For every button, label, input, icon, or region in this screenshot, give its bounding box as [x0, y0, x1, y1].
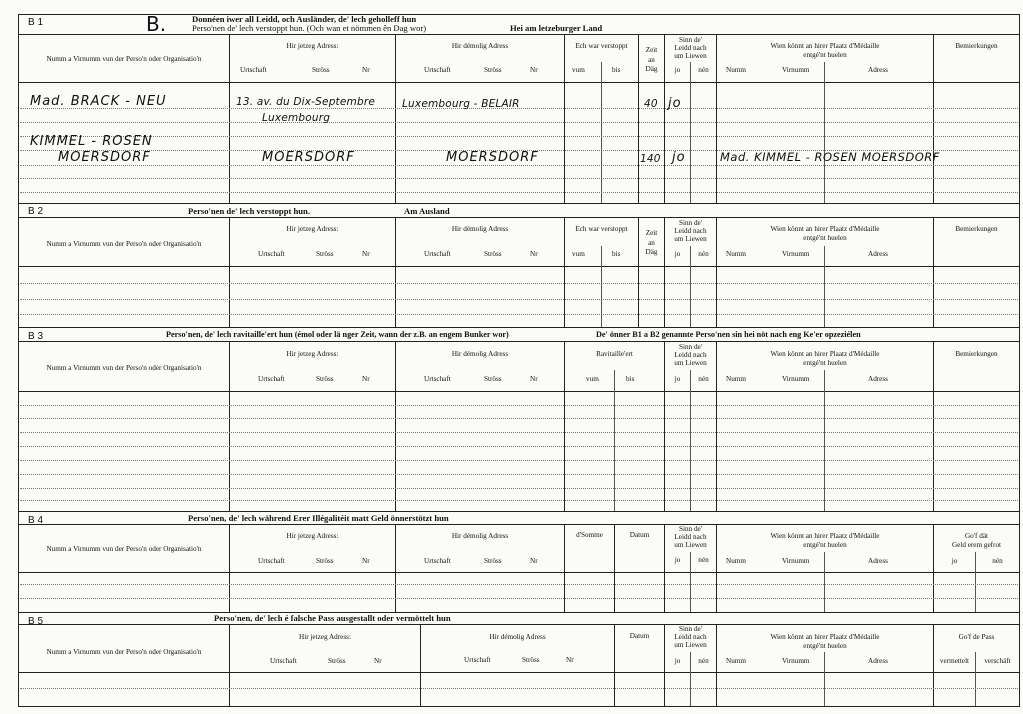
- b4-col-medal: Wien könnt an hirer Plaatz d'Médaille: [770, 532, 880, 540]
- b3-row-line: [20, 500, 1018, 501]
- b5-col-nr-2: Nr: [566, 656, 574, 664]
- b2-col: [395, 217, 396, 327]
- b2-col-time-3: Däg: [645, 248, 658, 256]
- b5-col-street-2: Ströss: [522, 656, 540, 664]
- b2-top: [18, 203, 1020, 204]
- b1-col-sense-3: um Liewen: [674, 52, 707, 60]
- b4-col-name: Numm a Virnumm vun der Perso'n oder Organisatio'n: [46, 545, 202, 553]
- b4-col-sum: d'Somme: [576, 531, 603, 539]
- frame-bottom: [18, 706, 1020, 707]
- b4-col-returned-2: Geld erem gefrot: [951, 541, 1002, 549]
- b4-col-locality: Urtschaft: [258, 557, 285, 565]
- b1-col-sense-2: Leidd nach: [674, 44, 707, 52]
- b4-row-line: [20, 598, 1018, 599]
- b1-col-former: Hir démolig Adress: [451, 42, 509, 50]
- b4-row-line: [20, 584, 1018, 585]
- b4-col-yes: jo: [674, 556, 681, 564]
- b1-header-top: [18, 34, 1020, 35]
- b3-col-supplied: Ravitaille'ert: [596, 350, 633, 358]
- b5-col-medal: Wien könnt an hirer Plaatz d'Médaille: [770, 633, 880, 641]
- b3-row-line: [20, 405, 1018, 406]
- b4-col-current: Hir jetzeg Adress:: [286, 532, 339, 540]
- section-b2-id: B 2: [28, 206, 44, 217]
- b4-col-no: nén: [698, 556, 709, 564]
- b3-row-line: [20, 474, 1018, 475]
- b5-col: [824, 652, 825, 706]
- b2-col-m-name: Numm: [726, 250, 746, 258]
- b3-row-line: [20, 432, 1018, 433]
- b1-entry-2-medal: Mad. KIMMEL - ROSEN MOERSDORF: [720, 150, 940, 164]
- b5-col-name: Numm a Virnumm vun der Perso'n oder Organisatio'n: [46, 648, 202, 656]
- frame-top: [18, 14, 1020, 15]
- b3-col: [614, 370, 615, 511]
- b2-col-sense-3: um Liewen: [674, 235, 707, 243]
- b2-col-locality: Urtschaft: [258, 250, 285, 258]
- section-b2-title-2: Am Ausland: [404, 206, 450, 216]
- b1-entry-1-alive: jo: [668, 96, 682, 111]
- b1-entry-2-place: MOERSDORF: [58, 150, 151, 165]
- b2-row-line: [20, 283, 1018, 284]
- b1-col-no: nén: [698, 66, 709, 74]
- b2-col-medal: Wien könnt an hirer Plaatz d'Médaille: [770, 225, 880, 233]
- b4-col-former: Hir démolig Adress: [451, 532, 509, 540]
- b1-entry-1-current-address: 13. av. du Dix-Septembre: [236, 96, 376, 108]
- b4-col-medal-2: entgé'nt huelen: [803, 541, 847, 549]
- b1-entry-2-days: 140: [640, 153, 661, 165]
- section-b5-id: B 5: [28, 616, 44, 627]
- b1-col: [601, 62, 602, 203]
- b3-col-former: Hir démolig Adress: [451, 350, 509, 358]
- form-letter: B.: [146, 12, 167, 36]
- b1-col-from: vum: [572, 66, 585, 74]
- b2-col-sense: Sinn de': [678, 219, 703, 227]
- b4-top: [18, 511, 1020, 512]
- b2-header-top: [18, 217, 1020, 218]
- b3-col-yes: jo: [674, 375, 681, 383]
- b4-col-street-2: Ströss: [484, 557, 502, 565]
- b1-col-name: Numm a Virnumm vun der Perso'n oder Organisatio'n: [46, 55, 202, 63]
- b4-col-nr: Nr: [362, 557, 370, 565]
- b5-col-no: nén: [698, 657, 709, 665]
- b1-col-yes: jo: [674, 66, 681, 74]
- b5-col-locality-2: Urtschaft: [464, 656, 491, 664]
- b2-col-time: Zeit: [645, 229, 658, 237]
- b1-col-hidden: Ech war verstoppt: [575, 42, 628, 50]
- b1-entry-2-name: KIMMEL - ROSEN: [30, 134, 153, 149]
- b3-col-nr-2: Nr: [530, 375, 538, 383]
- b2-col-former: Hir démolig Adress: [451, 225, 509, 233]
- b5-col-street: Ströss: [328, 657, 346, 665]
- b1-col-m-name: Numm: [726, 66, 746, 74]
- b2-col-medal-2: entgé'nt huelen: [803, 234, 847, 242]
- b2-col-time-2: an: [648, 239, 655, 247]
- b3-col-to: bis: [626, 375, 635, 383]
- b1-col-medal-2: entgé'nt huelen: [803, 51, 847, 59]
- b1-entry-1-former-address: Luxembourg - BELAIR: [402, 98, 520, 110]
- b5-col-sense-2: Leidd nach: [674, 633, 707, 641]
- b1-row-line: [20, 122, 1018, 123]
- b2-row-line: [20, 299, 1018, 300]
- b5-top: [18, 612, 1020, 613]
- b3-col-sense-3: um Liewen: [674, 359, 707, 367]
- b3-col-street: Ströss: [316, 375, 334, 383]
- b3-col-name: Numm a Virnumm vun der Perso'n oder Organisatio'n: [46, 364, 202, 372]
- frame-right: [1019, 14, 1020, 706]
- b3-col-m-address: Adress: [868, 375, 888, 383]
- b3-col-current: Hir jetzeg Adress:: [286, 350, 339, 358]
- b3-col-m-firstname: Virnumm: [782, 375, 810, 383]
- b3-col: [395, 341, 396, 511]
- b4-col: [824, 552, 825, 612]
- b4-col-locality-2: Urtschaft: [424, 557, 451, 565]
- b3-col-from: vum: [586, 375, 599, 383]
- b1-entry-2-former-address: MOERSDORF: [446, 150, 539, 165]
- b2-col: [933, 217, 934, 327]
- section-b3-title: Perso'nen, de' lech ravitaille'ert hun (émol oder lä nger Zeit, wann der z.B. an engem Bunker wor): [166, 330, 509, 339]
- b4-col-date: Datum: [629, 531, 650, 539]
- b3-col: [564, 341, 565, 511]
- b1-col-time-2: an: [648, 56, 655, 64]
- b2-col-m-firstname: Virnumm: [782, 250, 810, 258]
- b1-col-time: Zeit: [645, 46, 658, 54]
- b3-col-m-name: Numm: [726, 375, 746, 383]
- b2-col-street-2: Ströss: [484, 250, 502, 258]
- b5-col-sense: Sinn de': [678, 625, 703, 633]
- b5-row-line: [20, 688, 1018, 689]
- b4-col-nr-2: Nr: [530, 557, 538, 565]
- section-b1-id: B 1: [28, 17, 44, 28]
- b1-col-nr: Nr: [362, 66, 370, 74]
- b3-row-line: [20, 488, 1018, 489]
- b2-col-m-address: Adress: [868, 250, 888, 258]
- section-b4-title: Perso'nen, de' lech während Erer Illégalitéit matt Geld önnerstötzt hun: [188, 513, 449, 523]
- section-b3-id: B 3: [28, 331, 44, 342]
- b3-col-street-2: Ströss: [484, 375, 502, 383]
- b5-col-pass: Go'f de Pass: [958, 633, 995, 641]
- b1-row-line: [20, 178, 1018, 179]
- b4-col-street: Ströss: [316, 557, 334, 565]
- b1-col-to: bis: [612, 66, 621, 74]
- section-b1-title-2b: Hei am letzeburger Land: [510, 23, 603, 33]
- b3-col-medal: Wien könnt an hirer Plaatz d'Médaille: [770, 350, 880, 358]
- b2-col-sense-2: Leidd nach: [674, 227, 707, 235]
- b5-col-given: vermettelt: [939, 657, 970, 665]
- b2-col-locality-2: Urtschaft: [424, 250, 451, 258]
- b3-top: [18, 327, 1020, 328]
- b5-col-issued: verschäft: [984, 657, 1011, 665]
- b1-col-m-firstname: Virnumm: [782, 66, 810, 74]
- b5-col-former: Hir démolig Adress: [489, 633, 546, 641]
- b3-col-medal-2: entgé'nt huelen: [803, 359, 847, 367]
- b3-col-nr: Nr: [362, 375, 370, 383]
- b1-col-sense: Sinn de': [678, 36, 703, 44]
- b5-col-nr: Nr: [374, 657, 382, 665]
- b2-col-current: Hir jetzeg Adress:: [286, 225, 339, 233]
- b4-col-ret-yes: jo: [951, 557, 958, 565]
- b1-entry-2-current-address: MOERSDORF: [262, 150, 355, 165]
- b2-col-yes: jo: [674, 250, 681, 258]
- b1-row-line: [20, 165, 1018, 166]
- b2-col: [229, 217, 230, 327]
- b5-col-sense-3: um Liewen: [674, 641, 707, 649]
- b5-header-bottom: [18, 672, 1020, 673]
- b4-col-m-address: Adress: [868, 557, 888, 565]
- b1-col-current: Hir jetzeg Adress:: [286, 42, 339, 50]
- b1-row-line: [20, 136, 1018, 137]
- b3-col: [824, 370, 825, 511]
- b4-col-sense-2: Leidd nach: [674, 533, 707, 541]
- b3-col-locality-2: Urtschaft: [424, 375, 451, 383]
- b4-header-bottom: [18, 572, 1020, 573]
- b3-col: [229, 341, 230, 511]
- b2-col-street: Ströss: [316, 250, 334, 258]
- b5-header-top: [18, 624, 1020, 625]
- b3-row-line: [20, 446, 1018, 447]
- b3-header-bottom: [18, 391, 1020, 392]
- b1-col-remarks: Bemierkungen: [955, 42, 998, 50]
- b1-entry-1-days: 40: [644, 98, 658, 110]
- b5-col-locality: Urtschaft: [270, 657, 297, 665]
- b1-entry-2-alive: jo: [672, 150, 686, 165]
- b1-entry-1-name: Mad. BRACK - NEU: [30, 94, 167, 109]
- b1-col-locality: Urtschaft: [240, 66, 267, 74]
- b1-col-medal: Wien könnt an hirer Plaatz d'Médaille: [770, 42, 880, 50]
- b2-col: [564, 217, 565, 327]
- b3-col-sense: Sinn de': [678, 343, 703, 351]
- b5-col-m-address: Adress: [868, 657, 888, 665]
- b3-col: [933, 341, 934, 511]
- b1-col-locality-2: Urtschaft: [424, 66, 451, 74]
- b3-col-locality: Urtschaft: [258, 375, 285, 383]
- section-b5-title: Perso'nen, de' lech é falsche Pass ausgestallt oder vermöttelt hun: [214, 613, 451, 623]
- b2-col-hidden: Ech war verstoppt: [575, 225, 628, 233]
- b1-row-line: [20, 192, 1018, 193]
- b2-col-remarks: Bemierkungen: [955, 225, 998, 233]
- section-b1-title-2: Perso'nen de' lech verstoppt hun. (Och wan et nömmen ên Dag wor): [192, 23, 427, 33]
- b1-col-street-2: Ströss: [484, 66, 502, 74]
- b1-col: [690, 62, 691, 203]
- b4-col-m-name: Numm: [726, 557, 746, 565]
- b4-col-sense-3: um Liewen: [674, 541, 707, 549]
- b1-col: [824, 62, 825, 203]
- b3-col-no: nén: [698, 375, 709, 383]
- b2-col-to: bis: [612, 250, 621, 258]
- b1-col-nr-2: Nr: [530, 66, 538, 74]
- b5-col-medal-2: entgé'nt huelen: [803, 642, 847, 650]
- b4-col-m-firstname: Virnumm: [782, 557, 810, 565]
- b1-header-bottom: [18, 82, 1020, 83]
- b2-col-nr-2: Nr: [530, 250, 538, 258]
- b3-col: [690, 370, 691, 511]
- frame-left: [18, 14, 19, 706]
- b5-col-current: Hir jetzeg Adress:: [299, 633, 351, 641]
- section-b3-title-2: De' önner B1 a B2 genannte Perso'nen sin hei nöt nach eng Ke'er opzeziélen: [596, 330, 861, 339]
- b5-col-yes: jo: [674, 657, 681, 665]
- b2-col-from: vum: [572, 250, 585, 258]
- section-b4-id: B 4: [28, 515, 44, 526]
- b3-header-top: [18, 341, 1020, 342]
- b4-col-sense: Sinn de': [678, 525, 703, 533]
- section-b2-title: Perso'nen de' lech verstoppt hun.: [188, 206, 310, 216]
- b2-header-bottom: [18, 266, 1020, 267]
- b2-row-line: [20, 314, 1018, 315]
- b3-row-line: [20, 460, 1018, 461]
- b4-col-ret-no: nén: [992, 557, 1003, 565]
- b2-col-no: nén: [698, 250, 709, 258]
- b5-col-m-firstname: Virnumm: [782, 657, 810, 665]
- b1-col-time-3: Däg: [645, 65, 658, 73]
- b5-col-m-name: Numm: [726, 657, 746, 665]
- b3-col-sense-2: Leidd nach: [674, 351, 707, 359]
- b1-entry-1-current-city: Luxembourg: [262, 112, 331, 124]
- b1-col-m-address: Adress: [868, 66, 888, 74]
- section-b1-title-1: Donnéen iwer all Leidd, och Ausländer, de' lech geholleff hun: [192, 14, 417, 24]
- b1-col-street: Ströss: [312, 66, 330, 74]
- b2-col-nr: Nr: [362, 250, 370, 258]
- b2-col-name: Numm a Virnumm vun der Perso'n oder Organisatio'n: [46, 240, 202, 248]
- b4-header-top: [18, 524, 1020, 525]
- b4-col-returned: Go'f dät: [964, 532, 989, 540]
- b5-col-date: Datum: [629, 632, 650, 640]
- b3-col-remarks: Bemierkungen: [955, 350, 998, 358]
- b3-row-line: [20, 418, 1018, 419]
